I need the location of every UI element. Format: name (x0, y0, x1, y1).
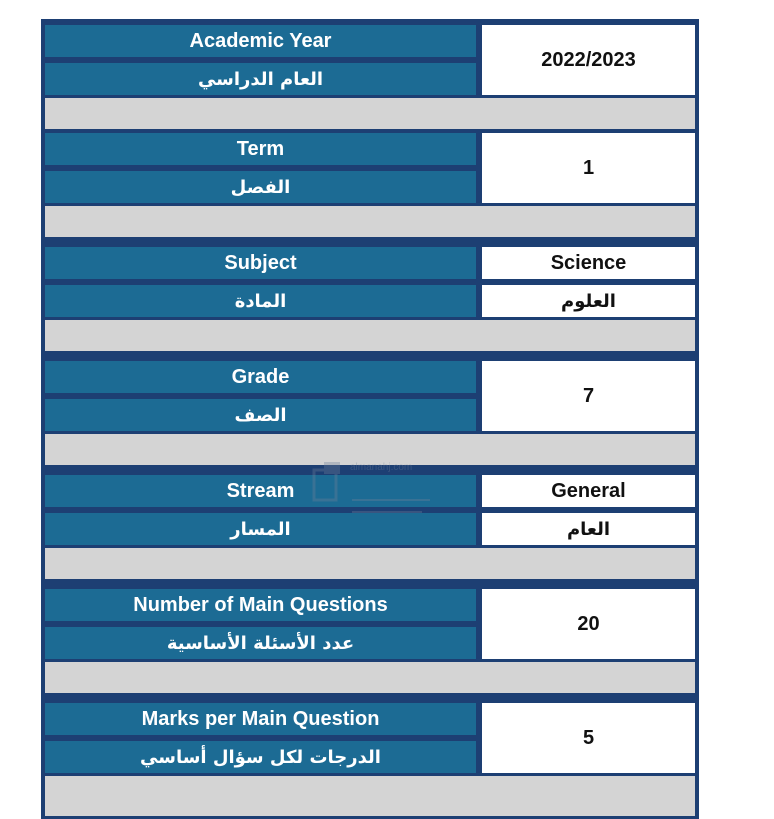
label-ar: عدد الأسئلة الأساسية (45, 627, 476, 659)
value-ar: العام (482, 513, 695, 545)
label-ar: العام الدراسي (45, 63, 476, 95)
label-en: Term (45, 133, 476, 165)
spacer-row (45, 434, 695, 465)
spacer-row (45, 662, 695, 693)
row-grade (45, 361, 695, 431)
value-en: General (482, 475, 695, 507)
row-academic-year (45, 25, 695, 95)
label-en: Marks per Main Question (45, 703, 476, 735)
row-subject (45, 247, 695, 317)
value: 2022/2023 (482, 25, 695, 95)
label-ar: الصف (45, 399, 476, 431)
row-term (45, 133, 695, 203)
label-ar: المادة (45, 285, 476, 317)
row-number-of-main-questions (45, 589, 695, 659)
label-en: Subject (45, 247, 476, 279)
row-stream (45, 475, 695, 545)
spacer-row (45, 206, 695, 237)
spacer-row (45, 548, 695, 579)
value-en: Science (482, 247, 695, 279)
value: 7 (482, 361, 695, 431)
value: 1 (482, 133, 695, 203)
label-en: Stream (45, 475, 476, 507)
value-ar: العلوم (482, 285, 695, 317)
spacer-row (45, 320, 695, 351)
spacer-row (45, 776, 695, 816)
label-en: Academic Year (45, 25, 476, 57)
label-ar: الدرجات لكل سؤال أساسي (45, 741, 476, 773)
label-ar: الفصل (45, 171, 476, 203)
value: 20 (482, 589, 695, 659)
watermark-text: almanahj.com (350, 462, 413, 473)
label-en: Number of Main Questions (45, 589, 476, 621)
label-en: Grade (45, 361, 476, 393)
spacer-row (45, 98, 695, 129)
value: 5 (482, 703, 695, 773)
label-ar: المسار (45, 513, 476, 545)
info-sheet (41, 19, 699, 819)
row-marks-per-main-question (45, 703, 695, 773)
